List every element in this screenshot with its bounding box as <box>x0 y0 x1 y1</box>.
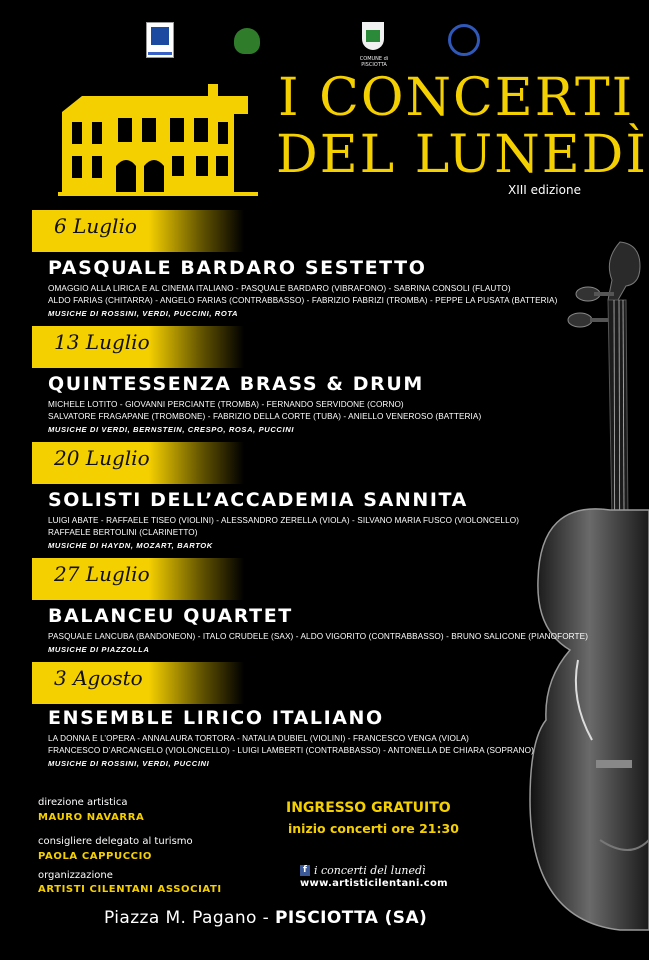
concert-title: BALANCEU QUARTET <box>48 605 293 627</box>
facebook-icon: f <box>300 865 310 876</box>
music-program: MUSICHE DI HAYDN, MOZART, BARTOK <box>48 541 213 550</box>
palazzo-building-icon <box>58 78 258 198</box>
music-program: MUSICHE DI VERDI, BERNSTEIN, CRESPO, ROSA, PUCCINI <box>48 425 295 434</box>
date-band <box>32 662 244 704</box>
facebook-page-name: i concerti del lunedì <box>314 864 426 877</box>
violin-icon <box>500 240 649 940</box>
credit-label-organization: organizzazione <box>38 870 113 881</box>
music-program: MUSICHE DI ROSSINI, VERDI, PUCCINI, ROTA <box>48 309 239 318</box>
venue-address <box>104 908 427 928</box>
concert-title: PASQUALE BARDARO SESTETTO <box>48 257 427 279</box>
date-band <box>32 210 244 252</box>
free-entry-label: INGRESSO GRATUITO <box>286 800 451 816</box>
concert-date: 20 Luglio <box>54 446 150 470</box>
concert-date: 3 Agosto <box>54 666 143 690</box>
performers-line: OMAGGIO ALLA LIRICA E AL CINEMA ITALIANO - PASQUALE BARDARO (VIBRAFONO) - SABRINA CONSOLI (FLAUTO) <box>48 284 511 293</box>
performers-line: SALVATORE FRAGAPANE (TROMBONE) - FABRIZIO DELLA CORTE (TUBA) - ANIELLO VENEROSO (BATTERIA) <box>48 412 482 421</box>
poster-title-line2: DEL LUNEDÌ <box>276 125 648 185</box>
credit-label-tourism: consigliere delegato al turismo <box>38 836 193 847</box>
performers-line: FRANCESCO D’ARCANGELO (VIOLONCELLO) - LUIGI LAMBERTI (CONTRABBASSO) - ANTONELLA DE CHIARA (SOPRANO) <box>48 746 534 755</box>
credit-name-tourism: PAOLA CAPPUCCIO <box>38 851 152 862</box>
region-campania-logo <box>146 22 174 58</box>
town-crest-caption: COMUNE di PISCIOTTA <box>359 56 389 68</box>
association-logo <box>446 22 504 56</box>
concert-title: SOLISTI DELL’ACCADEMIA SANNITA <box>48 489 468 511</box>
website-link[interactable]: www.artisticilentani.com <box>300 878 448 889</box>
national-park-logo <box>232 22 322 62</box>
address-town: PISCIOTTA (SA) <box>275 908 428 928</box>
performers-line: MICHELE LOTITO - GIOVANNI PERCIANTE (TROMBA) - FERNANDO SERVIDONE (CORNO) <box>48 400 404 409</box>
date-band <box>32 326 244 368</box>
credit-name-artistic-direction: MAURO NAVARRA <box>38 812 145 823</box>
date-band <box>32 558 244 600</box>
concert-date: 13 Luglio <box>54 330 150 354</box>
town-crest-logo <box>352 22 396 68</box>
performers-line: ALDO FARIAS (CHITARRA) - ANGELO FARIAS (CONTRABBASSO) - FABRIZIO FABRIZI (TROMBA) - PEPPE LA PUSATA (BATTERIA) <box>48 296 558 305</box>
facebook-link[interactable] <box>300 860 426 879</box>
poster-title-line1: I CONCERTI <box>278 68 635 128</box>
concert-date: 27 Luglio <box>54 562 150 586</box>
concert-title: ENSEMBLE LIRICO ITALIANO <box>48 707 384 729</box>
concert-date: 6 Luglio <box>54 214 137 238</box>
credit-label-artistic-direction: direzione artistica <box>38 797 128 808</box>
start-time-label: inizio concerti ore 21:30 <box>288 821 459 836</box>
address-street: Piazza M. Pagano - <box>104 908 270 928</box>
music-program: MUSICHE DI PIAZZOLLA <box>48 645 150 654</box>
credit-name-organization: ARTISTI CILENTANI ASSOCIATI <box>38 884 222 895</box>
music-program: MUSICHE DI ROSSINI, VERDI, PUCCINI <box>48 759 210 768</box>
date-band <box>32 442 244 484</box>
performers-line: LUIGI ABATE - RAFFAELE TISEO (VIOLINI) - ALESSANDRO ZERELLA (VIOLA) - SILVANO MARIA FUSCO (VIOLONCELLO) <box>48 516 520 525</box>
edition-label: XIII edizione <box>508 183 581 197</box>
concert-title: QUINTESSENZA BRASS & DRUM <box>48 373 424 395</box>
performers-line: PASQUALE LANCUBA (BANDONEON) - ITALO CRUDELE (SAX) - ALDO VIGORITO (CONTRABBASSO) - BRUNO SALICONE (PIANOFORTE) <box>48 632 589 641</box>
performers-line: LA DONNA E L’OPERA - ANNALAURA TORTORA - NATALIA DUBIEL (VIOLINI) - FRANCESCO VENGA (VIOLA) <box>48 734 470 743</box>
performers-line: RAFFAELE BERTOLINI (CLARINETTO) <box>48 528 198 537</box>
